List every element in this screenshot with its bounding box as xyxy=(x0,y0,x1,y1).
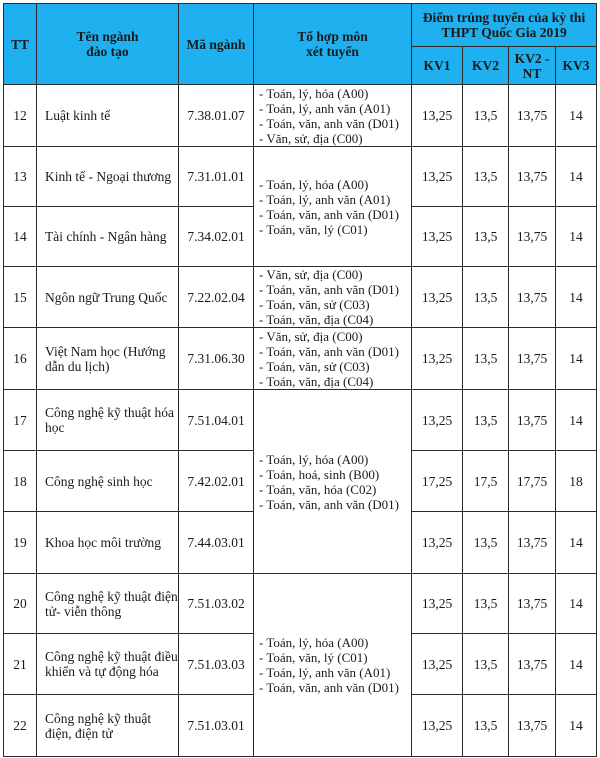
score-kv1: 13,25 xyxy=(412,85,463,147)
major-code: 7.22.02.04 xyxy=(179,267,254,328)
score-kv3: 14 xyxy=(556,574,597,634)
score-kv1: 13,25 xyxy=(412,634,463,695)
score-kv2: 13,5 xyxy=(463,328,509,390)
score-kv3: 14 xyxy=(556,634,597,695)
table-row xyxy=(4,267,597,328)
score-kv3: 14 xyxy=(556,85,597,147)
major-code: 7.34.02.01 xyxy=(179,207,254,267)
row-number: 13 xyxy=(4,147,37,207)
header-kv3: KV3 xyxy=(556,47,597,85)
table-row xyxy=(4,85,597,147)
row-number: 15 xyxy=(4,267,37,328)
major-name: Công nghệ kỹ thuật điều khiển và tự động hóa xyxy=(37,634,179,695)
major-name: Luật kinh tế xyxy=(37,85,179,147)
score-kv2: 13,5 xyxy=(463,634,509,695)
score-kv2: 13,5 xyxy=(463,574,509,634)
table-row xyxy=(4,574,597,634)
subject-combo: - Văn, sử, địa (C00) - Toán, văn, anh văn (D01) - Toán, văn, sử (C03) - Toán, văn, địa (C04) xyxy=(254,328,412,390)
score-kv2: 17,5 xyxy=(463,451,509,512)
header-admission-scores: Điểm trúng tuyển của kỳ thi THPT Quốc Gia 2019 xyxy=(412,4,597,47)
major-name: Công nghệ kỹ thuật hóa học xyxy=(37,390,179,451)
score-kv2-nt: 13,75 xyxy=(509,574,556,634)
major-name: Việt Nam học (Hướng dẫn du lịch) xyxy=(37,328,179,390)
subject-combo: - Toán, lý, hóa (A00) - Toán, văn, lý (C01) - Toán, lý, anh văn (A01) - Toán, văn, anh văn (D01) xyxy=(254,574,412,757)
score-kv2-nt: 13,75 xyxy=(509,512,556,574)
major-name: Kinh tế - Ngoại thương xyxy=(37,147,179,207)
score-kv2-nt: 13,75 xyxy=(509,695,556,757)
row-number: 20 xyxy=(4,574,37,634)
row-number: 17 xyxy=(4,390,37,451)
major-code: 7.51.03.02 xyxy=(179,574,254,634)
score-kv3: 14 xyxy=(556,695,597,757)
score-kv1: 13,25 xyxy=(412,695,463,757)
score-kv1: 13,25 xyxy=(412,267,463,328)
score-kv2: 13,5 xyxy=(463,207,509,267)
score-kv1: 17,25 xyxy=(412,451,463,512)
score-kv1: 13,25 xyxy=(412,390,463,451)
header-kv1: KV1 xyxy=(412,47,463,85)
score-kv2: 13,5 xyxy=(463,85,509,147)
major-code: 7.51.03.01 xyxy=(179,695,254,757)
admission-scores-table xyxy=(3,3,597,757)
score-kv2: 13,5 xyxy=(463,512,509,574)
score-kv2: 13,5 xyxy=(463,147,509,207)
score-kv2-nt: 13,75 xyxy=(509,207,556,267)
score-kv3: 14 xyxy=(556,390,597,451)
major-code: 7.51.03.03 xyxy=(179,634,254,695)
major-name: Công nghệ sinh học xyxy=(37,451,179,512)
score-kv2-nt: 13,75 xyxy=(509,634,556,695)
score-kv2-nt: 13,75 xyxy=(509,85,556,147)
score-kv3: 14 xyxy=(556,207,597,267)
header-kv2: KV2 xyxy=(463,47,509,85)
row-number: 14 xyxy=(4,207,37,267)
major-code: 7.31.01.01 xyxy=(179,147,254,207)
table-row xyxy=(4,328,597,390)
subject-combo: - Toán, lý, hóa (A00) - Toán, hoá, sinh (B00) - Toán, văn, hóa (C02) - Toán, văn, anh văn (D01) xyxy=(254,390,412,574)
major-name: Khoa học môi trường xyxy=(37,512,179,574)
row-number: 21 xyxy=(4,634,37,695)
score-kv3: 14 xyxy=(556,147,597,207)
row-number: 18 xyxy=(4,451,37,512)
subject-combo: - Toán, lý, hóa (A00) - Toán, lý, anh văn (A01) - Toán, văn, anh văn (D01) - Văn, sử, địa (C00) xyxy=(254,85,412,147)
major-code: 7.44.03.01 xyxy=(179,512,254,574)
header-tt: TT xyxy=(4,4,37,85)
major-name: Ngôn ngữ Trung Quốc xyxy=(37,267,179,328)
table-row xyxy=(4,390,597,451)
score-kv2-nt: 13,75 xyxy=(509,267,556,328)
score-kv1: 13,25 xyxy=(412,147,463,207)
score-kv3: 14 xyxy=(556,328,597,390)
row-number: 16 xyxy=(4,328,37,390)
major-code: 7.51.04.01 xyxy=(179,390,254,451)
major-code: 7.31.06.30 xyxy=(179,328,254,390)
row-number: 22 xyxy=(4,695,37,757)
score-kv2: 13,5 xyxy=(463,390,509,451)
score-kv1: 13,25 xyxy=(412,574,463,634)
score-kv3: 14 xyxy=(556,512,597,574)
subject-combo: - Văn, sử, địa (C00) - Toán, văn, anh văn (D01) - Toán, văn, sử (C03) - Toán, văn, địa (C04) xyxy=(254,267,412,328)
table-row xyxy=(4,147,597,207)
major-name: Công nghệ kỹ thuật điện, điện tử xyxy=(37,695,179,757)
header-kv2-nt: KV2 - NT xyxy=(509,47,556,85)
major-code: 7.38.01.07 xyxy=(179,85,254,147)
major-name: Tài chính - Ngân hàng xyxy=(37,207,179,267)
score-kv2-nt: 13,75 xyxy=(509,328,556,390)
row-number: 19 xyxy=(4,512,37,574)
major-code: 7.42.02.01 xyxy=(179,451,254,512)
score-kv2: 13,5 xyxy=(463,695,509,757)
header-major-code: Mã ngành xyxy=(179,4,254,85)
score-kv1: 13,25 xyxy=(412,512,463,574)
score-kv3: 18 xyxy=(556,451,597,512)
score-kv1: 13,25 xyxy=(412,207,463,267)
major-name: Công nghệ kỹ thuật điện tử- viễn thông xyxy=(37,574,179,634)
header-subject-combo: Tổ hợp môn xét tuyển xyxy=(254,4,412,85)
score-kv2: 13,5 xyxy=(463,267,509,328)
score-kv2-nt: 13,75 xyxy=(509,147,556,207)
score-kv3: 14 xyxy=(556,267,597,328)
subject-combo: - Toán, lý, hóa (A00) - Toán, lý, anh văn (A01) - Toán, văn, anh văn (D01) - Toán, văn, lý (C01) xyxy=(254,147,412,267)
score-kv2-nt: 17,75 xyxy=(509,451,556,512)
score-kv1: 13,25 xyxy=(412,328,463,390)
header-major-name: Tên ngành đào tạo xyxy=(37,4,179,85)
row-number: 12 xyxy=(4,85,37,147)
score-kv2-nt: 13,75 xyxy=(509,390,556,451)
